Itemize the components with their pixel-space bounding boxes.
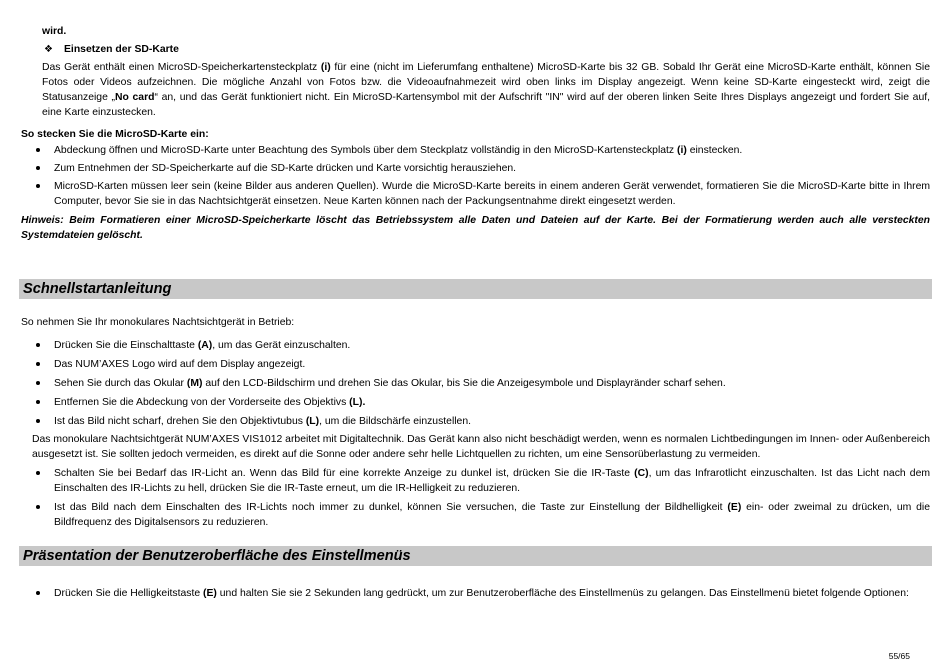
menu-section-bar [19, 546, 932, 566]
bullet-icon [36, 381, 40, 385]
previous-text-tail: wird. [42, 26, 67, 37]
quickstart-title: Schnellstartanleitung [23, 281, 172, 297]
list-item: Zum Entnehmen der SD-Speicherkarte auf die SD-Karte drücken und Karte vorsichtig herausziehen. [54, 163, 517, 174]
bullet-icon [36, 166, 40, 170]
bullet-icon [36, 343, 40, 347]
bullet-icon [36, 419, 40, 423]
bullet-icon [36, 184, 40, 188]
list-item: Ist das Bild nach dem Einschalten des IR-Lichts noch immer zu dunkel, können Sie versuchen, die Taste zur Einstellung der Bildhelligkeit (E) ein- oder zweimal zu drücken, um die Bildfrequenz des Digitalsensors zu reduzieren. [54, 502, 930, 528]
list-item: Schalten Sie bei Bedarf das IR-Licht an. Wenn das Bild für eine korrekte Anzeige zu dunkel ist, drücken Sie die IR-Taste (C), um das Infrarotlicht einzuschalten. Ist das Licht nach dem Einschalten des IR-Lichts zu hell, drücken Sie die IR-Taste erneut, um die IR-Helligkeit zu reduzieren. [54, 468, 930, 494]
quickstart-section-bar [19, 279, 932, 299]
bullet-icon [36, 362, 40, 366]
bullet-icon [36, 148, 40, 152]
sd-hint: Hinweis: Beim Formatieren einer MicroSD-Speicherkarte löscht das Betriebssystem alle Daten und Dateien auf der Karte. Bei der Formatierung werden auch alle versteckten Systemdateien gelöscht. [21, 215, 930, 241]
bullet-icon [36, 591, 40, 595]
diamond-bullet-icon: ❖ [44, 44, 53, 55]
list-item: Ist das Bild nicht scharf, drehen Sie den Objektivtubus (L), um die Bildschärfe einzustellen. [54, 416, 472, 427]
quickstart-paragraph: Das monokulare Nachtsichtgerät NUM’AXES VIS1012 arbeitet mit Digitaltechnik. Das Gerät kann also nicht beschädigt werden, wenn es normalen Lichtbedingungen im Innen- oder Außenbereich ausgesetzt ist. Sie sollten jedoch vermeiden, es direkt auf die Sonne oder andere sehr helle Lichtquellen zu richten, um eine Sensorüberlastung zu vermeiden. [32, 434, 930, 460]
bullet-icon [36, 505, 40, 509]
quickstart-intro: So nehmen Sie Ihr monokulares Nachtsichtgerät in Betrieb: [21, 317, 295, 328]
list-item: MicroSD-Karten müssen leer sein (keine Bilder aus anderen Quellen). Wurde die MicroSD-Karte bereits in einem anderen Gerät verwendet, formatieren Sie die MicroSD-Karte bitte in Ihrem Computer, bevor Sie sie in das Nachtsichtgerät einsetzen. Neue Karten können nach der Packungsentnahme direkt eingesetzt werden. [54, 181, 930, 207]
list-item: Abdeckung öffnen und MicroSD-Karte unter Beachtung des Symbols über dem Steckplatz vollständig in den MicroSD-Kartensteckplatz (i) einstecken. [54, 145, 743, 156]
list-item: Das NUM’AXES Logo wird auf dem Display angezeigt. [54, 359, 306, 370]
list-item: Drücken Sie die Helligkeitstaste (E) und halten Sie sie 2 Sekunden lang gedrückt, um zur Benutzeroberfläche des Einstellmenüs zu gelangen. Das Einstellmenü bietet folgende Optionen: [54, 588, 909, 599]
sd-how-heading: So stecken Sie die MicroSD-Karte ein: [21, 129, 209, 140]
list-item: Sehen Sie durch das Okular (M) auf den LCD-Bildschirm und drehen Sie das Okular, bis Sie die Anzeigesymbole und Displayränder scharf sehen. [54, 378, 726, 389]
list-item: Entfernen Sie die Abdeckung von der Vorderseite des Objektivs (L). [54, 397, 366, 408]
menu-title: Präsentation der Benutzeroberfläche des Einstellmenüs [23, 548, 411, 564]
sd-heading: Einsetzen der SD-Karte [64, 44, 179, 55]
sd-paragraph: Das Gerät enthält einen MicroSD-Speicherkartensteckplatz (i) für eine (nicht im Lieferumfang enthaltene) MicroSD-Karte bis 32 GB. Sobald Ihr Gerät eine MicroSD-Karte enthält, können Sie Fotos oder Videos aufzeichnen. Die mögliche Anzahl von Fotos bzw. die Videoaufnahmezeit wird oben links im Display angezeigt. Wenn keine SD-Karte eingesteckt wird, zeigt die Statusanzeige „No card“ an, und das Gerät funktioniert nicht. Ein MicroSD-Kartensymbol mit der Aufschrift "IN" wird auf der oberen linken Seite Ihres Displays angezeigt und fordert Sie auf, eine Karte einzustecken. [42, 62, 931, 118]
bullet-icon [36, 471, 40, 475]
bullet-icon [36, 400, 40, 404]
page-number: 55/65 [888, 651, 910, 661]
list-item: Drücken Sie die Einschalttaste (A), um das Gerät einzuschalten. [54, 340, 351, 351]
